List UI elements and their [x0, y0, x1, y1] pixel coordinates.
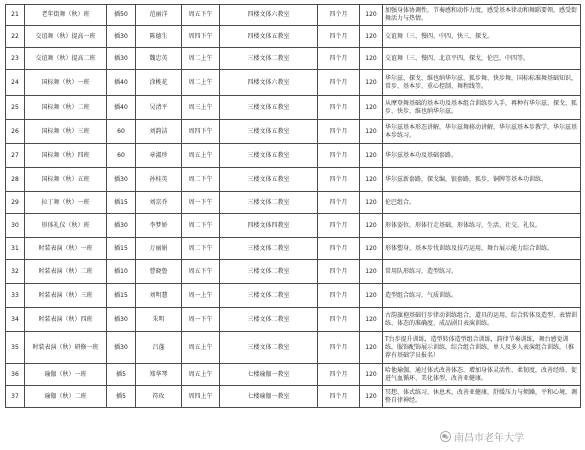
content-cell: 哈他瑜伽，通过体式改善体态，增加身体灵活性、柔韧度，改善经络、促进气血循环、美化体型，改善亚健康。: [383, 364, 581, 386]
room-cell: 三楼文体五教室: [220, 144, 318, 168]
content-cell: 加强身体协调性，节奏感和动作力度，感受基本律动和舞蹈要领，感受街舞活力与热情。: [383, 5, 581, 26]
duration-cell: 四个月: [318, 332, 360, 364]
fee-cell: 120: [360, 5, 383, 26]
time-cell: 周二下午: [182, 214, 220, 238]
time-cell: 周五下午: [182, 5, 220, 26]
row-number-cell: 24: [6, 70, 25, 96]
class-size-cell: 插15: [107, 284, 136, 308]
teacher-cell: 孙桂英: [136, 168, 182, 192]
teacher-cell: 万丽娟: [136, 238, 182, 260]
time-cell: 周四下午: [182, 26, 220, 48]
table-row: [6, 284, 581, 308]
course-name-cell: 瑜伽（秋）一班: [25, 364, 107, 386]
time-cell: 周四上午: [182, 386, 220, 408]
row-number-cell: 36: [6, 364, 25, 386]
table-row: [6, 192, 581, 214]
course-name-cell: 时装表演（秋）一班: [25, 238, 107, 260]
fee-cell: 120: [360, 386, 383, 408]
duration-cell: 四个月: [318, 284, 360, 308]
content-cell: 华尔兹、探戈、维也纳华尔兹、狐步舞、快步舞，国标标准舞基础知识，常步、基本步、重心控制、舞程线等。: [383, 70, 581, 96]
course-name-cell: 国标舞（秋）四班: [25, 144, 107, 168]
class-size-cell: 插5: [107, 364, 136, 386]
course-table-body: [6, 5, 581, 408]
row-number-cell: 31: [6, 238, 25, 260]
teacher-cell: 朱明: [136, 308, 182, 332]
teacher-cell: 刘韵洁: [136, 120, 182, 144]
time-cell: 周五上午: [182, 144, 220, 168]
room-cell: 七楼瑜伽一教室: [220, 386, 318, 408]
time-cell: 周五下午: [182, 260, 220, 284]
fee-cell: 120: [360, 238, 383, 260]
fee-cell: 120: [360, 120, 383, 144]
row-number-cell: 32: [6, 260, 25, 284]
duration-cell: 四个月: [318, 214, 360, 238]
class-size-cell: 插30: [107, 332, 136, 364]
teacher-cell: 李梦娇: [136, 214, 182, 238]
course-name-cell: 老年街舞（秋）班: [25, 5, 107, 26]
room-cell: 四楼文体六教室: [220, 70, 318, 96]
row-number-cell: 35: [6, 332, 25, 364]
class-size-cell: 插30: [107, 214, 136, 238]
room-cell: 四楼文体五教室: [220, 26, 318, 48]
time-cell: 周二上午: [182, 70, 220, 96]
content-cell: 常用队形练习，造型练习。: [383, 260, 581, 284]
course-schedule: [5, 4, 580, 408]
row-number-cell: 25: [6, 96, 25, 120]
content-cell: 造型组合练习，气质训练。: [383, 284, 581, 308]
fee-cell: 120: [360, 214, 383, 238]
table-row: [6, 308, 581, 332]
class-size-cell: 插30: [107, 308, 136, 332]
class-size-cell: 插5: [107, 386, 136, 408]
fee-cell: 120: [360, 364, 383, 386]
content-cell: 形体姿位，形体行走基础，形体练习，生活、社交、礼仪。: [383, 214, 581, 238]
room-cell: 三楼文体二教室: [220, 308, 318, 332]
wechat-logo-icon: [440, 431, 451, 442]
table-row: [6, 260, 581, 284]
class-size-cell: 插40: [107, 96, 136, 120]
content-cell: 交谊舞（三、慢四、北京平四，探戈，伦巴，中四等。: [383, 48, 581, 70]
time-cell: 周一下午: [182, 308, 220, 332]
duration-cell: 四个月: [318, 96, 360, 120]
time-cell: 周一上午: [182, 284, 220, 308]
course-name-cell: 拉丁舞（秋）一班: [25, 192, 107, 214]
time-cell: 周二上午: [182, 48, 220, 70]
time-cell: 周一下午: [182, 192, 220, 214]
room-cell: 三楼文体二教室: [220, 48, 318, 70]
table-row: [6, 48, 581, 70]
row-number-cell: 26: [6, 120, 25, 144]
room-cell: 四楼文体六教室: [220, 5, 318, 26]
class-size-cell: 60: [107, 120, 136, 144]
teacher-cell: 曹晓鲁: [136, 260, 182, 284]
teacher-cell: 吕蓬: [136, 332, 182, 364]
content-cell: 形体塑身，基本步伐训练及技巧运用，舞台展示能力综合训练。: [383, 238, 581, 260]
course-name-cell: 国标舞（秋）五班: [25, 168, 107, 192]
class-size-cell: 插15: [107, 238, 136, 260]
content-cell: 华尔兹基本形态讲解，华尔兹舞移动讲解，华尔兹基本步教学，华尔兹基本步练习。: [383, 120, 581, 144]
table-row: [6, 26, 581, 48]
table-row: [6, 168, 581, 192]
row-number-cell: 22: [6, 26, 25, 48]
row-number-cell: 21: [6, 5, 25, 26]
course-name-cell: 国标舞（秋）二班: [25, 96, 107, 120]
room-cell: 三楼文体五教室: [220, 120, 318, 144]
course-name-cell: 交谊舞（秋）提高二班: [25, 48, 107, 70]
watermark: [440, 428, 524, 444]
watermark-text: 南昌市老年大学: [454, 432, 524, 444]
fee-cell: 120: [360, 144, 383, 168]
duration-cell: 四个月: [318, 192, 360, 214]
time-cell: 周三上午: [182, 96, 220, 120]
table-row: [6, 144, 581, 168]
class-size-cell: 插30: [107, 168, 136, 192]
room-cell: 三楼文体二教室: [220, 192, 318, 214]
duration-cell: 四个月: [318, 48, 360, 70]
teacher-cell: 陈德生: [136, 26, 182, 48]
row-number-cell: 30: [6, 214, 25, 238]
teacher-cell: 刘明慧: [136, 284, 182, 308]
row-number-cell: 29: [6, 192, 25, 214]
course-name-cell: 国标舞（秋）一班: [25, 70, 107, 96]
duration-cell: 四个月: [318, 120, 360, 144]
duration-cell: 四个月: [318, 5, 360, 26]
row-number-cell: 27: [6, 144, 25, 168]
course-name-cell: 时装表演（秋）二班: [25, 260, 107, 284]
class-size-cell: 插15: [107, 192, 136, 214]
table-row: [6, 386, 581, 408]
table-row: [6, 364, 581, 386]
teacher-cell: 刘京乔: [136, 192, 182, 214]
teacher-cell: 章淑珍: [136, 144, 182, 168]
time-cell: 周五上午: [182, 364, 220, 386]
duration-cell: 四个月: [318, 70, 360, 96]
table-row: [6, 5, 581, 26]
course-name-cell: 时装表演（秋）四班: [25, 308, 107, 332]
time-cell: 周五上午: [182, 332, 220, 364]
duration-cell: 四个月: [318, 144, 360, 168]
class-size-cell: 插30: [107, 48, 136, 70]
time-cell: 周二下午: [182, 168, 220, 192]
content-cell: T台步提升训练，造型转体造型组合训练，韵律节奏训练，舞台感觉训练，服饰配饰展示训练，综合组合训练，单人及多人表演组合训练，（推荐有基础学员报名）: [383, 332, 581, 364]
fee-cell: 120: [360, 26, 383, 48]
table-row: [6, 120, 581, 144]
duration-cell: 四个月: [318, 386, 360, 408]
fee-cell: 120: [360, 332, 383, 364]
teacher-cell: 符玫: [136, 386, 182, 408]
teacher-cell: 吴清平: [136, 96, 182, 120]
row-number-cell: 33: [6, 284, 25, 308]
content-cell: 古韵旗袍基础行步律动训练组合，道具的运用，综合转体及造型、表情训练、体态的准确度、成品剧目表演训练。: [383, 308, 581, 332]
class-size-cell: 插40: [107, 70, 136, 96]
room-cell: 三楼文体五教室: [220, 96, 318, 120]
fee-cell: 120: [360, 96, 383, 120]
table-row: [6, 238, 581, 260]
table-row: [6, 96, 581, 120]
room-cell: 四楼文体四教室: [220, 214, 318, 238]
room-cell: 三楼文体二教室: [220, 238, 318, 260]
fee-cell: 120: [360, 308, 383, 332]
teacher-cell: 范丽洋: [136, 5, 182, 26]
course-name-cell: 交谊舞（秋）提高一班: [25, 26, 107, 48]
duration-cell: 四个月: [318, 260, 360, 284]
content-cell: 从摩登舞基础的基本功及基本组合训练步入手，再种有华尔兹、探戈、狐步、快步、维也纳华尔兹。: [383, 96, 581, 120]
fee-cell: 120: [360, 260, 383, 284]
class-size-cell: 60: [107, 144, 136, 168]
table-row: [6, 332, 581, 364]
teacher-cell: 魏忠英: [136, 48, 182, 70]
time-cell: 周四下午: [182, 120, 220, 144]
course-name-cell: 形体礼仪（秋）班: [25, 214, 107, 238]
content-cell: 伦巴组合。: [383, 192, 581, 214]
course-name-cell: 时装表演（秋）三班: [25, 284, 107, 308]
course-name-cell: 时装表演（秋）研修一班: [25, 332, 107, 364]
room-cell: 三楼文体五教室: [220, 168, 318, 192]
teacher-cell: 涂桃花: [136, 70, 182, 96]
content-cell: 交谊舞（三、慢四、中四、快三、探戈。: [383, 26, 581, 48]
fee-cell: 120: [360, 70, 383, 96]
duration-cell: 四个月: [318, 238, 360, 260]
fee-cell: 120: [360, 192, 383, 214]
class-size-cell: 插50: [107, 5, 136, 26]
room-cell: 七楼瑜伽一教室: [220, 364, 318, 386]
content-cell: 华尔兹新套路，探戈编，银套路，狐步，铜牌等基本功训练。: [383, 168, 581, 192]
row-number-cell: 28: [6, 168, 25, 192]
table-row: [6, 214, 581, 238]
content-cell: 华尔兹基本功及基础套路。: [383, 144, 581, 168]
course-name-cell: 国标舞（秋）三班: [25, 120, 107, 144]
fee-cell: 120: [360, 284, 383, 308]
duration-cell: 四个月: [318, 26, 360, 48]
course-name-cell: 瑜伽（秋）二班: [25, 386, 107, 408]
class-size-cell: 插10: [107, 260, 136, 284]
course-table: [5, 4, 581, 408]
room-cell: 三楼文体二教室: [220, 332, 318, 364]
duration-cell: 四个月: [318, 168, 360, 192]
row-number-cell: 37: [6, 386, 25, 408]
table-row: [6, 70, 581, 96]
duration-cell: 四个月: [318, 308, 360, 332]
row-number-cell: 34: [6, 308, 25, 332]
teacher-cell: 郑华琴: [136, 364, 182, 386]
room-cell: 三楼文体二教室: [220, 260, 318, 284]
row-number-cell: 23: [6, 48, 25, 70]
fee-cell: 120: [360, 168, 383, 192]
room-cell: 三楼文体二教室: [220, 284, 318, 308]
fee-cell: 120: [360, 48, 383, 70]
time-cell: 周二下午: [182, 238, 220, 260]
content-cell: 冥想、体式练习，休息术，改善亚健康，舒缓压力与烦躁，平和心境，调整自律神经。: [383, 386, 581, 408]
duration-cell: 四个月: [318, 364, 360, 386]
class-size-cell: 插30: [107, 26, 136, 48]
